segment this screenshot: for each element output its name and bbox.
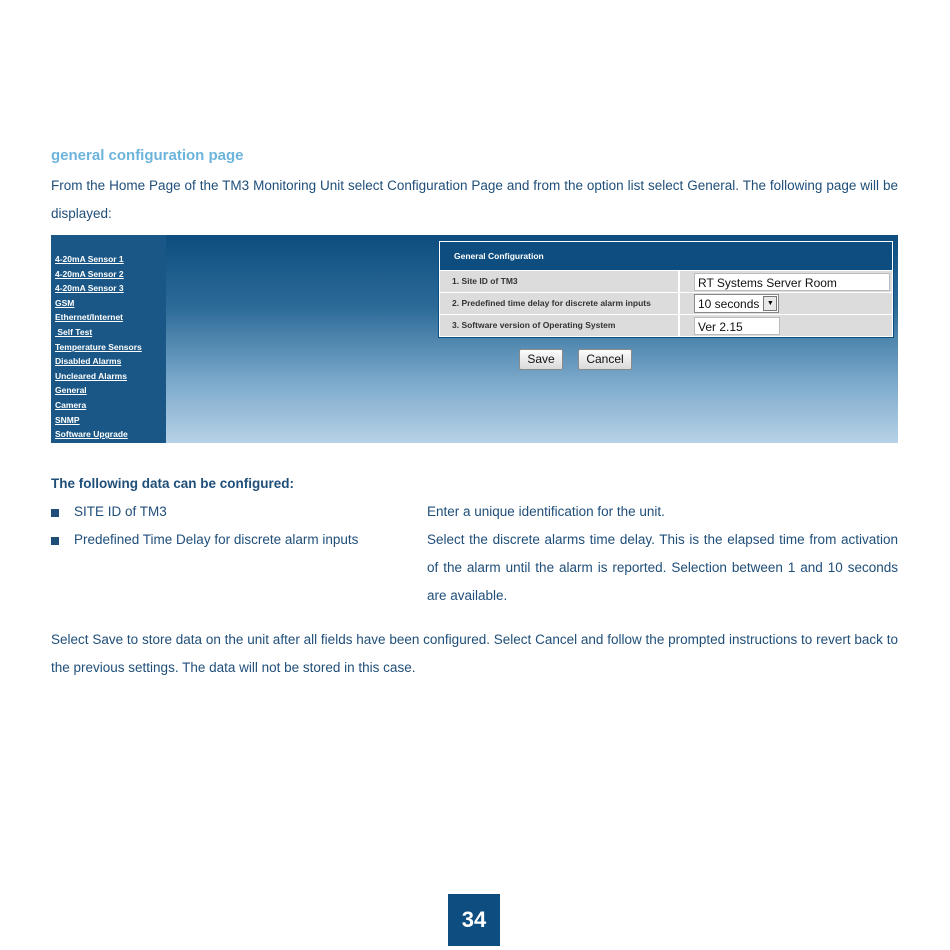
closing-paragraph: Select Save to store data on the unit after all fields have been configured. Select Cancel and follow the prompted instructions to revert back to the previous settings. The data will not be stored in this case.: [51, 632, 898, 675]
item-name: Predefined Time Delay for discrete alarm inputs: [74, 532, 359, 547]
nav-link-sensor-1[interactable]: 4-20mA Sensor 1: [55, 254, 124, 264]
bullet-square-icon: [51, 537, 59, 545]
config-row-site-id: [440, 271, 892, 293]
config-row-software-version: [440, 315, 892, 337]
config-label-software-version: 3. Software version of Operating System: [440, 315, 680, 336]
nav-link-software-upgrade[interactable]: Software Upgrade: [55, 429, 128, 440]
nav-link-sensor-3[interactable]: 4-20mA Sensor 3: [55, 283, 124, 294]
bullet-square-icon: [51, 509, 59, 517]
section-title: general configuration page: [51, 147, 244, 164]
nav-link-snmp[interactable]: SNMP: [55, 414, 80, 425]
config-table-title: General Configuration: [439, 241, 893, 271]
config-label-time-delay: 2. Predefined time delay for discrete alarm inputs: [440, 293, 680, 314]
item-name: SITE ID of TM3: [74, 504, 167, 519]
general-config-table: [438, 240, 894, 338]
software-version-field: Ver 2.15: [694, 317, 780, 335]
screenshot-panel: [51, 235, 898, 443]
nav-link-temperature-sensors[interactable]: Temperature Sensors: [55, 341, 142, 352]
config-row-time-delay: [440, 293, 892, 315]
save-button[interactable]: Save: [519, 349, 563, 370]
nav-link-ethernet[interactable]: Ethernet/Internet: [55, 312, 124, 323]
configurable-data-heading: The following data can be configured:: [51, 476, 295, 491]
cancel-button[interactable]: Cancel: [578, 349, 632, 370]
dropdown-arrow-icon[interactable]: ▼: [763, 296, 777, 311]
time-delay-select[interactable]: [694, 294, 779, 313]
page-number: 34: [448, 894, 500, 946]
site-id-input[interactable]: RT Systems Server Room: [694, 273, 890, 291]
item-description: Select the discrete alarms time delay. This is the elapsed time from activation of the alarm until the alarm is reported. Selection between 1 and 10 seconds are available.: [427, 532, 898, 603]
nav-link-uncleared-alarms[interactable]: Uncleared Alarms: [55, 370, 127, 381]
config-label-site-id: 1. Site ID of TM3: [440, 271, 680, 292]
nav-link-disabled-alarms[interactable]: Disabled Alarms: [55, 356, 122, 367]
nav-link-gsm[interactable]: GSM: [55, 297, 75, 308]
item-description: Enter a unique identification for the unit.: [427, 504, 665, 519]
intro-paragraph: From the Home Page of the TM3 Monitoring Unit select Configuration Page and from the option list select General. The following page will be displayed:: [51, 178, 898, 221]
time-delay-value: 10 seconds: [698, 296, 760, 311]
nav-link-camera[interactable]: Camera: [55, 399, 87, 410]
nav-link-sensor-2[interactable]: 4-20mA Sensor 2: [55, 268, 124, 279]
nav-link-general[interactable]: General: [55, 385, 87, 396]
config-nav-menu: [51, 235, 166, 443]
nav-link-self-test[interactable]: Self Test: [55, 326, 93, 337]
